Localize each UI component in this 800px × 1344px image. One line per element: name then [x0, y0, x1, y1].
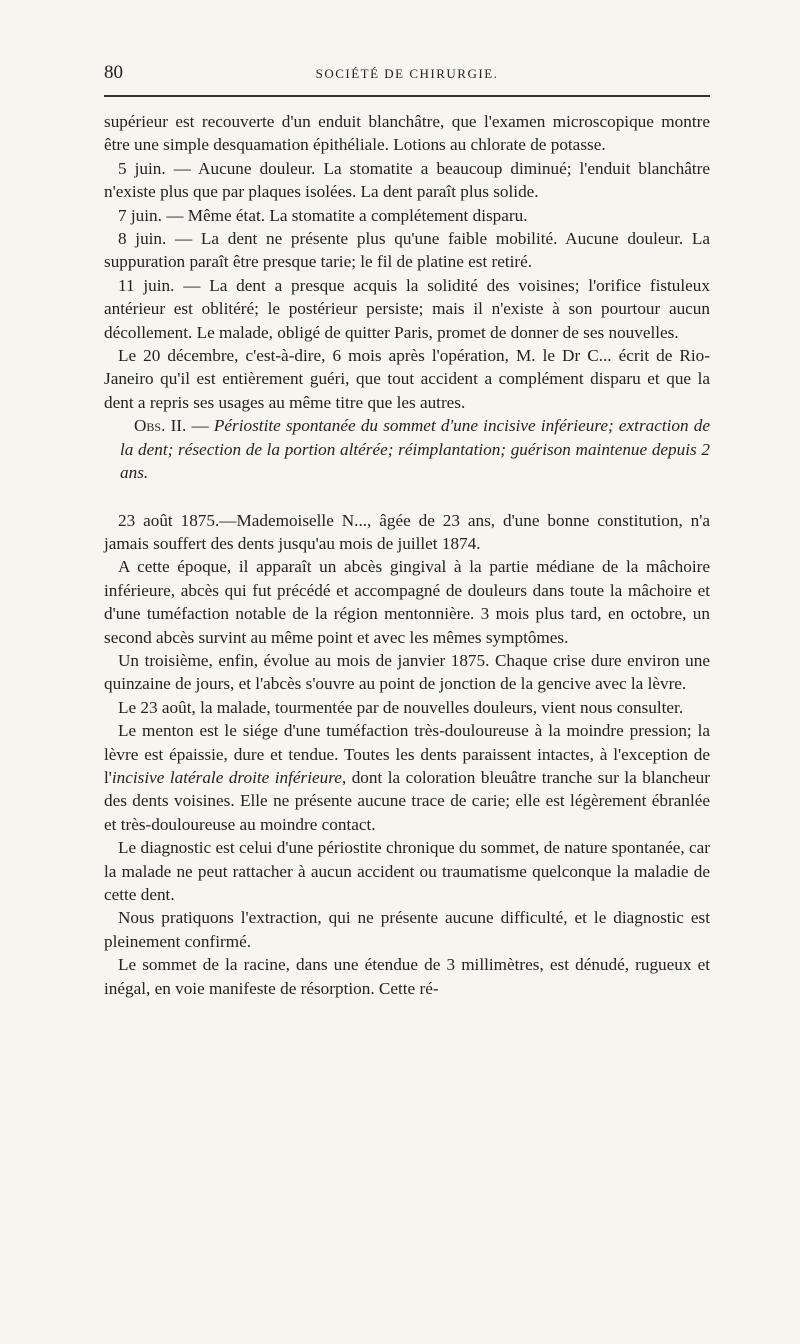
observation-dash: —	[191, 416, 209, 436]
paragraph: 7 juin. — Même état. La stomatite a complétement disparu.	[118, 205, 528, 225]
paragraph: supérieur est recouverte d'un enduit blanchâtre, que l'examen microscopique montre être une simple desquamation épithéliale. Lotions au chlorate de potasse.	[104, 112, 710, 155]
body-text	[104, 110, 710, 1000]
paragraph: Le sommet de la racine, dans une étendue de 3 millimètres, est dénudé, rugueux et inégal, en voie manifeste de résorption. Cette ré-	[104, 955, 710, 998]
paragraph: 5 juin. — Aucune douleur. La stomatite a beaucoup diminué; l'enduit blanchâtre n'existe plus que par plaques isolées. La dent paraît plus solide.	[104, 158, 710, 202]
paragraph-text: Le menton est le siége d'une tuméfaction très-douloureuse à la moindre pression; la lèvre est épaissie, dure et tendue. Toutes les dents paraissent intactes, à l'exception de l'	[104, 721, 710, 787]
paragraph: 11 juin. — La dent a presque acquis la solidité des voisines; l'orifice fistuleux antérieur est oblitéré; le postérieur persiste; mais il n'existe à son pourtour aucun décollement. Le malade, obligé de quitter Paris, promet de donner de ses nouvelles.	[104, 275, 710, 342]
page-number: 80	[104, 62, 123, 83]
paragraph: Le 20 décembre, c'est-à-dire, 6 mois après l'opération, M. le Dr C... écrit de Rio-Janeiro qu'il est entièrement guéri, que tout accident a complément disparu et que la dent a repris ses usages au même titre que les autres.	[104, 346, 710, 412]
paragraph: A cette époque, il apparaît un abcès gingival à la partie médiane de la mâchoire inférieure, abcès qui fut précédé et accompagné de douleurs dans toute la mâchoire et d'une tuméfaction notable de la région mentonnière. 3 mois plus tard, en octobre, un second abcès survint au même point et avec les mêmes symptômes.	[104, 557, 710, 647]
paragraph: 8 juin. — La dent ne présente plus qu'une faible mobilité. Aucune douleur. La suppuration paraît être presque tarie; le fil de platine est retiré.	[104, 229, 710, 272]
paragraph: Le 23 août, la malade, tourmentée par de nouvelles douleurs, vient nous consulter.	[118, 697, 684, 717]
paragraph: Nous pratiquons l'extraction, qui ne présente aucune difficulté, et le diagnostic est pleinement confirmé.	[104, 908, 710, 951]
paragraph: Le diagnostic est celui d'une périostite chronique du sommet, de nature spontanée, car la malade ne peut rattacher à aucun accident ou traumatisme quelconque la maladie de cette dent.	[104, 838, 710, 904]
observation-label: Obs. II.	[134, 416, 187, 436]
header-rule	[104, 95, 710, 97]
observation-title: Périostite spontanée du sommet d'une incisive inférieure; extraction de la dent; résection de la portion altérée; réimplantation; guérison maintenue depuis 2 ans.	[120, 416, 711, 483]
paragraph-italic-text: incisive latérale droite inférieure	[111, 767, 342, 787]
page-header	[104, 62, 710, 88]
paragraph-teeth	[104, 719, 710, 836]
paragraph: 23 août 1875.—Mademoiselle N..., âgée de 23 ans, d'une bonne constitution, n'a jamais souffert des dents jusqu'au mois de juillet 1874.	[104, 510, 710, 553]
section-gap	[104, 485, 710, 509]
paragraph-text: , dont la coloration bleuâtre tranche sur la blancheur des dents voisines. Elle ne présente aucune trace de carie; elle est légèrement ébranlée et très-douloureuse au moindre contact.	[104, 767, 710, 834]
paragraph: Un troisième, enfin, évolue au mois de janvier 1875. Chaque crise dure environ une quinzaine de jours, et l'abcès s'ouvre au point de jonction de la gencive avec la lèvre.	[104, 650, 710, 694]
observation-heading	[104, 414, 710, 484]
running-title: SOCIÉTÉ DE CHIRURGIE.	[315, 66, 499, 81]
